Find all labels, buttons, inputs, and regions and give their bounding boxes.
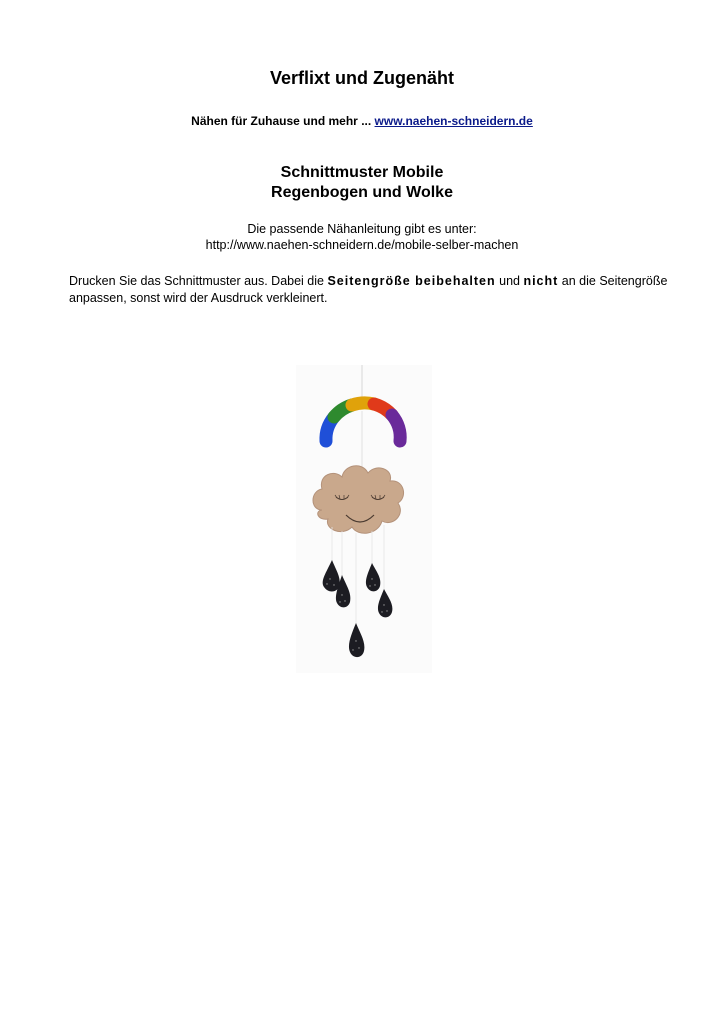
- page-title: Verflixt und Zugenäht: [269, 68, 454, 88]
- mobile-photo: [296, 365, 432, 673]
- print-note: [69, 273, 669, 307]
- instructions-reference: [0, 221, 724, 253]
- print-note-emphasis-not: nicht: [523, 274, 559, 288]
- print-note-part1: Drucken Sie das Schnittmuster aus. Dabei die: [69, 274, 328, 288]
- pattern-title-line2: Regenbogen und Wolke: [271, 184, 453, 201]
- instructions-text: Die passende Nähanleitung gibt es unter:: [247, 222, 477, 236]
- instructions-url[interactable]: http://www.naehen-schneidern.de/mobile-selber-machen: [205, 238, 519, 252]
- print-note-emphasis-keep-size: Seitengröße beibehalten: [327, 274, 496, 288]
- print-note-part3: an die Seitengröße anpassen, sonst wird der Ausdruck verkleinert.: [69, 274, 668, 305]
- tagline-text: Nähen für Zuhause und mehr ...: [191, 114, 372, 128]
- pattern-title-line1: Schnittmuster Mobile: [280, 164, 444, 181]
- print-note-part2: und: [495, 274, 524, 288]
- pattern-title: [0, 163, 724, 203]
- tagline-line: [0, 114, 724, 128]
- site-link[interactable]: www.naehen-schneidern.de: [374, 114, 533, 128]
